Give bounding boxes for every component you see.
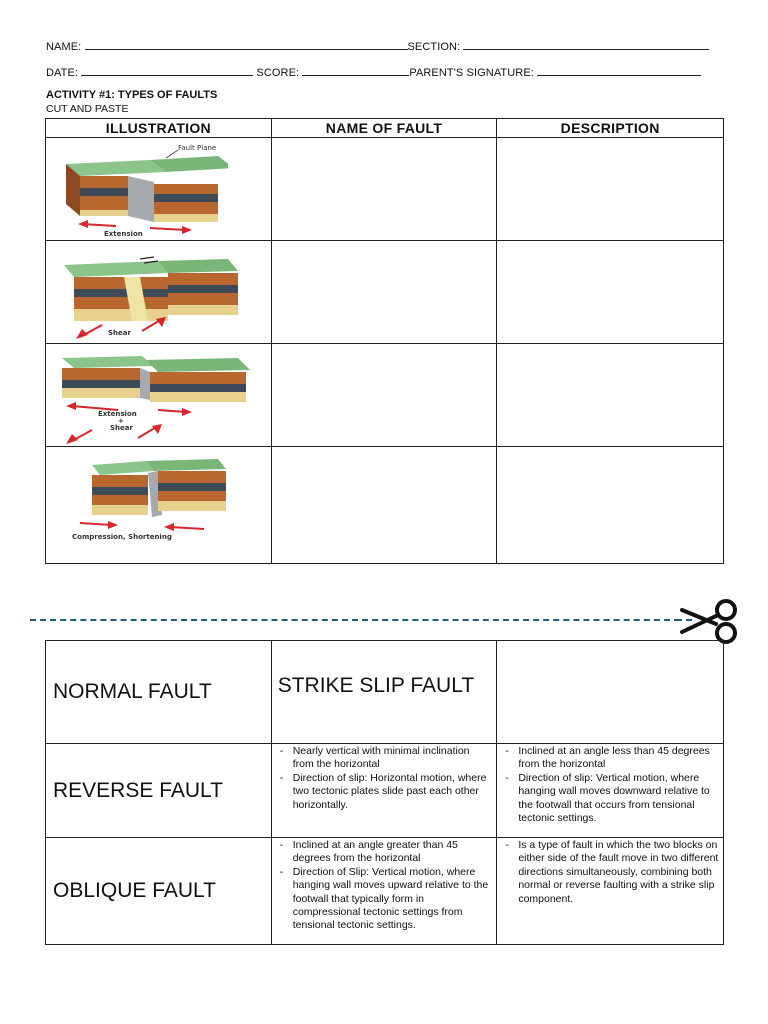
list-item: - Direction of slip: Vertical motion, where hanging wall moves downward relative to the footwall that occurs from tensional tectonic settings. [505, 772, 719, 826]
description-blank-cell[interactable] [497, 344, 724, 447]
parent-signature-label: PARENT'S SIGNATURE: [409, 67, 534, 79]
table-row [46, 138, 724, 241]
oblique-fault-block-diagram-icon [58, 348, 253, 446]
plus-label: + [118, 417, 124, 425]
card-description-strike-slip[interactable] [271, 744, 497, 838]
strike-slip-fault-block-diagram-icon [58, 245, 238, 340]
description-blank-cell[interactable] [497, 138, 724, 241]
name-of-fault-blank-cell[interactable] [271, 447, 497, 564]
table-row [46, 344, 724, 447]
table-header-row [46, 119, 724, 138]
cutout-cards-table [45, 640, 724, 945]
cut-line [30, 619, 680, 621]
score-blank[interactable] [302, 65, 409, 76]
card-description-reverse[interactable] [271, 838, 497, 945]
description-blank-cell[interactable] [497, 241, 724, 344]
name-field-row [46, 39, 709, 53]
section-label: SECTION: [407, 41, 461, 53]
date-label: DATE: [46, 67, 79, 79]
illustration-cell [46, 138, 272, 241]
name-of-fault-blank-cell[interactable] [271, 138, 497, 241]
reverse-fault-block-diagram-icon [58, 451, 238, 551]
activity-subtitle: CUT AND PASTE [46, 103, 129, 115]
date-field-row [46, 65, 701, 79]
name-of-fault-blank-cell[interactable] [271, 344, 497, 447]
header-illustration: ILLUSTRATION [46, 119, 272, 138]
card-normal-fault[interactable]: NORMAL FAULT [46, 641, 272, 744]
worksheet-table [45, 118, 724, 564]
description-blank-cell[interactable] [497, 447, 724, 564]
list-item: - Direction of Slip: Vertical motion, where hanging wall moves upward relative to the footwall that typically form in compressional tectonic settings from tensional tectonic settings. [280, 866, 493, 933]
list-item: - Inclined at an angle greater than 45 degrees from the horizontal [280, 839, 493, 866]
score-label: SCORE: [256, 67, 300, 79]
card-description-oblique[interactable] [497, 838, 724, 945]
card-empty[interactable] [497, 641, 724, 744]
card-oblique-fault[interactable]: OBLIQUE FAULT [46, 838, 272, 945]
extension-label: Extension [104, 230, 143, 237]
illustration-cell [46, 241, 272, 344]
list-item: - Nearly vertical with minimal inclination from the horizontal [280, 745, 493, 772]
table-row [46, 838, 724, 945]
card-description-normal[interactable] [497, 744, 724, 838]
name-blank[interactable] [85, 39, 408, 50]
table-row [46, 744, 724, 838]
fault-plane-label: Fault Plane [178, 144, 217, 152]
scissors-icon [672, 598, 740, 646]
activity-title: ACTIVITY #1: TYPES OF FAULTS [46, 89, 218, 101]
card-reverse-fault[interactable]: REVERSE FAULT [46, 744, 272, 838]
list-item: - Is a type of fault in which the two blocks on either side of the fault move in two different directions simultaneously, combining both normal or reverse faulting with a strike slip component. [505, 839, 719, 906]
date-blank[interactable] [81, 65, 253, 76]
shear-label: Shear [110, 424, 133, 432]
illustration-cell [46, 344, 272, 447]
table-row [46, 641, 724, 744]
compression-label: Compression, Shortening [72, 533, 172, 541]
shear-label: Shear [108, 329, 131, 337]
extension-label: Extension [98, 410, 137, 418]
table-row [46, 447, 724, 564]
section-blank[interactable] [463, 39, 709, 50]
name-label: NAME: [46, 41, 82, 53]
table-row [46, 241, 724, 344]
parent-signature-blank[interactable] [537, 65, 701, 76]
list-item: - Inclined at an angle less than 45 degrees from the horizontal [505, 745, 719, 772]
card-strike-slip-fault[interactable]: STRIKE SLIP FAULT [271, 641, 497, 744]
name-of-fault-blank-cell[interactable] [271, 241, 497, 344]
header-name-of-fault: NAME OF FAULT [271, 119, 497, 138]
normal-fault-block-diagram-icon [58, 142, 228, 237]
illustration-cell [46, 447, 272, 564]
header-description: DESCRIPTION [497, 119, 724, 138]
list-item: - Direction of slip: Horizontal motion, where two tectonic plates slide past each other horizontally. [280, 772, 493, 812]
